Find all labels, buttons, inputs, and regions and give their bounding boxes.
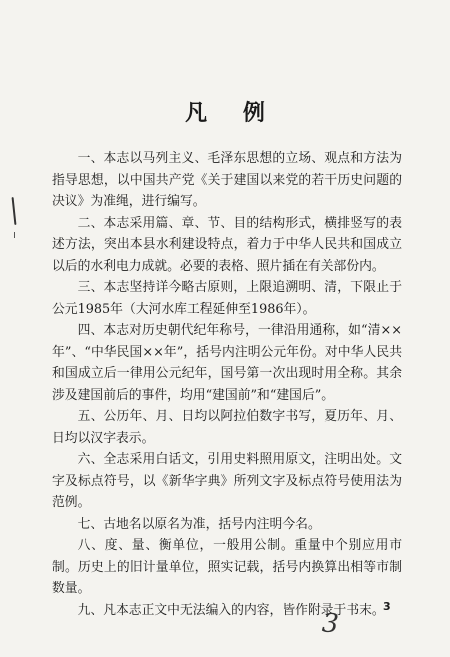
body-text [52, 148, 402, 621]
paragraph-8: 八、度、量、衡单位，一般用公制。重量中个别应用市制。历史上的旧计量单位，照实记载，括号内换算出相等市制数量。 [52, 538, 402, 596]
handwritten-page-number: 3 [320, 608, 340, 640]
margin-mark [14, 232, 15, 238]
page-title: 凡 例 [185, 100, 279, 126]
margin-mark [12, 197, 17, 225]
paragraph-9: 九、凡本志正文中无法编入的内容，皆作附录于书末。 [77, 602, 385, 618]
paragraph-6: 六、全志采用白话文，引用史料照用原文，注明出处。文字及标点符号，以《新华字典》所列文字及标点符号使用法为范例。 [52, 452, 402, 510]
paragraph-4: 四、本志对历史朝代纪年称号，一律沿用通称，如“清××年”、“中华民国××年”，括号内注明公元年份。对中华人民共和国成立后一律用公元纪年，国号第一次出现时用全称。其余涉及建国前后的事件，均用“建国前”和“建国后”。 [52, 323, 402, 403]
page-number: 3 [383, 600, 391, 613]
paragraph-3: 三、本志坚持详今略古原则，上限追溯明、清，下限止于公元1985年（大河水库工程延伸至1986年）。 [52, 280, 402, 317]
paragraph-5: 五、公历年、月、日均以阿拉伯数字书写，夏历年、月、日均以汉字表示。 [52, 409, 402, 446]
paragraph-1: 一、本志以马列主义、毛泽东思想的立场、观点和方法为指导思想，以中国共产党《关于建国以来党的若干历史问题的决议》为准绳，进行编写。 [52, 151, 402, 209]
paragraph-7: 七、古地名以原名为准，括号内注明今名。 [77, 516, 321, 532]
paragraph-2: 二、本志采用篇、章、节、目的结构形式，横排竖写的表述方法，突出本县水利建设特点，着力于中华人民共和国成立以后的水利电力成就。必要的表格、照片插在有关部份内。 [52, 215, 402, 274]
